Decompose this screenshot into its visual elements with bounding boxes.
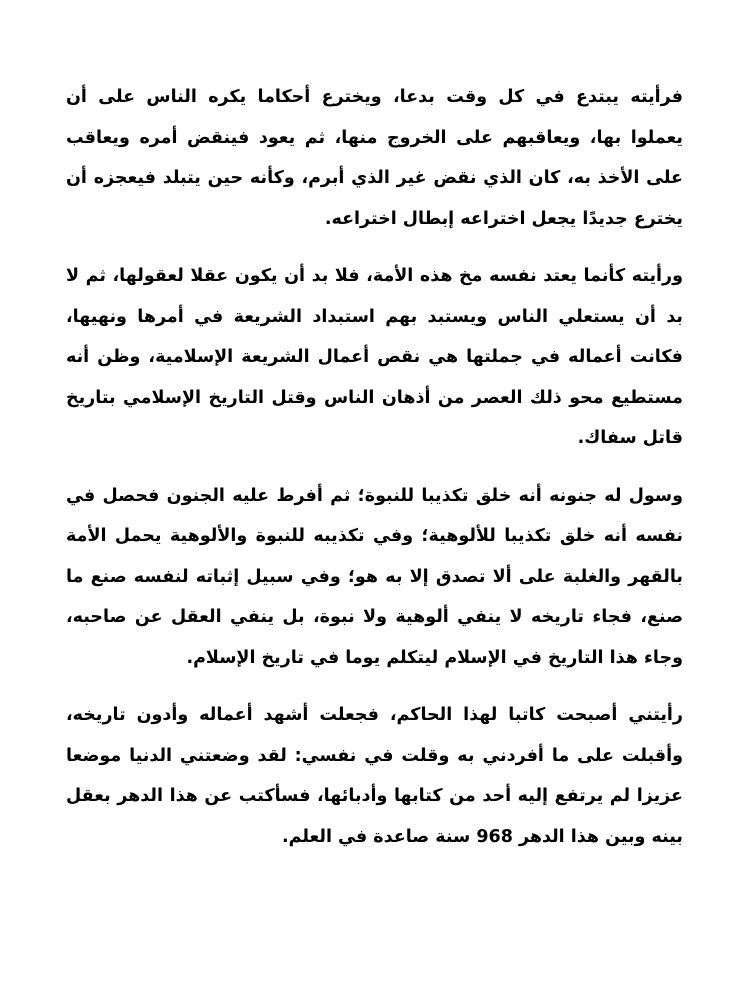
paragraph-4: رأيتني أصبحت كاتبا لهذا الحاكم، فجعلت أشهد أعماله وأدون تاريخه، وأقبلت على ما أفردني به وقلت في نفسي: لقد وضعتني الدنيا موضعا عزيزا لم يرتفع إليه أحد من كتابها وأدبائها، فسأكتب عن هذا الدهر بعقل بينه وبين هذا الدهر 968 سنة صاعدة في العلم. — [66, 705, 683, 847]
paragraph-1: فرأيته يبتدع في كل وقت بدعا، ويخترع أحكاما يكره الناس على أن يعملوا بها، ويعاقبهم على الخروج منها، ثم يعود فينقض أمره ويعاقب على الأخذ به، كان الذي نقض غير الذي أبرم، وكأنه حين يتبلد فيعجزه أن يخترع جديدًا يجعل اختراعه إبطال اختراعه. — [66, 87, 683, 229]
paragraph-2: ورأيته كأنما يعتد نفسه مخ هذه الأمة، فلا بد أن يكون عقلا لعقولها، ثم لا بد أن يستعلي الناس ويستبد بهم استبداد الشريعة في أمرها ونهيها، فكانت أعماله في جملتها هي نقص أعمال الشريعة الإسلامية، وظن أنه مستطيع محو ذلك العصر من أذهان الناس وقتل التاريخ الإسلامي بتاريخ قاتل سفاك. — [66, 266, 683, 448]
document-page — [66, 77, 683, 874]
paragraph-3: وسول له جنونه أنه خلق تكذيبا للنبوة؛ ثم أفرط عليه الجنون فحصل في نفسه أنه خلق تكذيبا للألوهية؛ وفي تكذيبه للنبوة والألوهية يحمل الأمة بالقهر والغلبة على ألا تصدق إلا به هو؛ وفي سبيل إثباته لنفسه صنع ما صنع، فجاء تاريخه لا ينفي ألوهية ولا نبوة، بل ينفي العقل عن صاحبه، وجاء هذا التاريخ في الإسلام ليتكلم يوما في تاريخ الإسلام. — [66, 485, 683, 668]
